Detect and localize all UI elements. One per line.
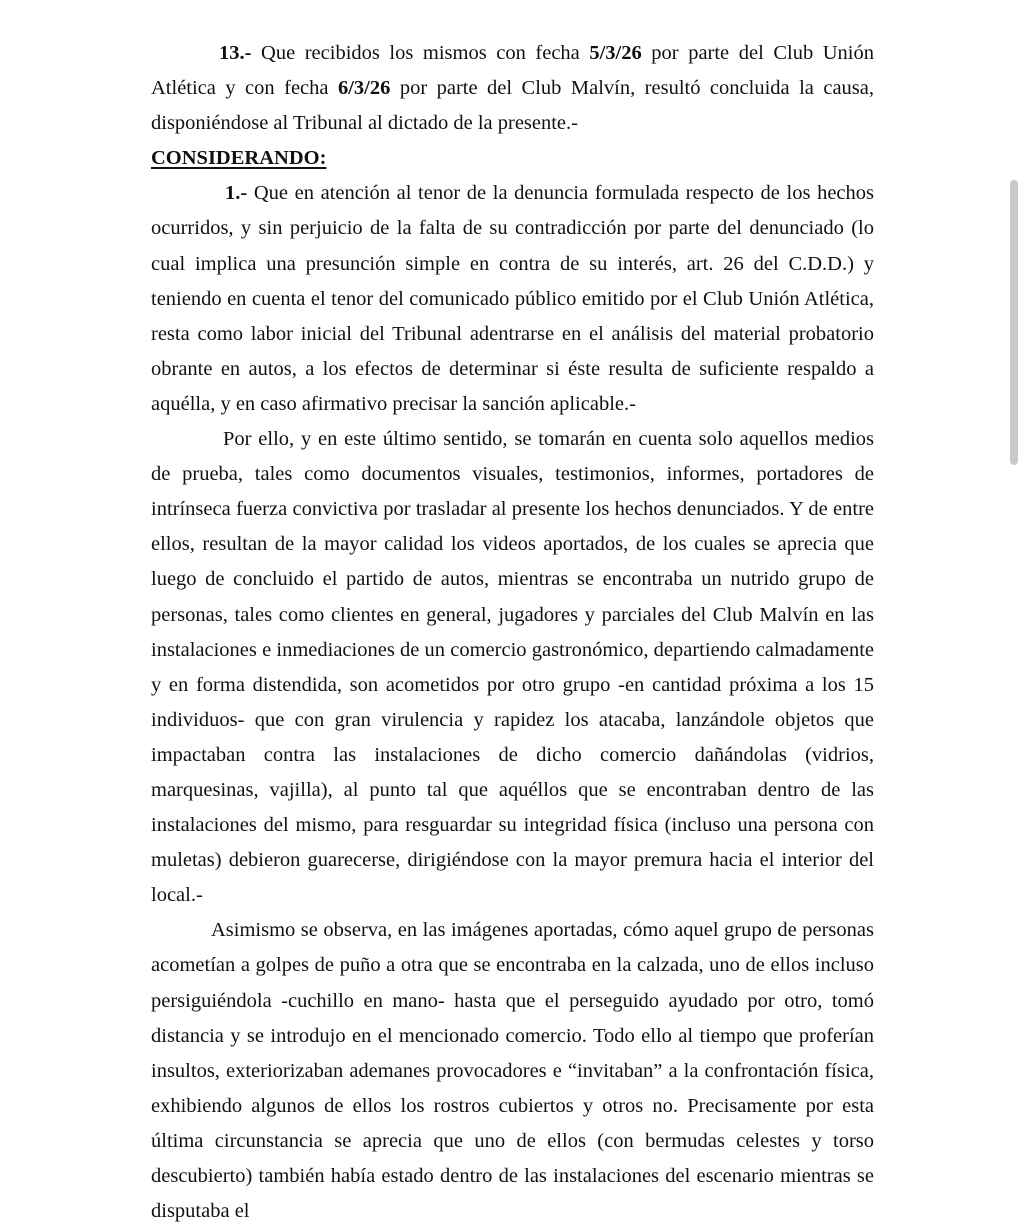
paragraph-text: por parte del Club Malvín, resultó concluida la causa, disponiéndose al Tribunal al dictado de la presente.-	[151, 77, 874, 135]
paragraph-text: Que recibidos los mismos con fecha	[251, 42, 590, 64]
paragraph-number: 13.-	[219, 42, 252, 64]
paragraph-asimismo: Asimismo se observa, en las imágenes aportadas, cómo aquel grupo de personas acometían a golpes de puño a otra que se encontraba en la calzada, uno de ellos incluso persiguiéndola -cuchillo en mano- hasta que el perseguido ayudado por otro, tomó distancia y se introdujo en el mencionado comercio. Todo ello al tiempo que proferían insultos, exteriorizaban ademanes provocadores e “invitaban” a la confrontación física, exhibiendo algunos de ellos los rostros cubiertos y otros no. Precisamente por esta última circunstancia se aprecia que uno de ellos (con bermudas celestes y torso descubierto) también había estado dentro de las instalaciones del escenario mientras se disputaba el	[151, 919, 874, 1223]
paragraph-por-ello: Por ello, y en este último sentido, se tomarán en cuenta solo aquellos medios de prueba, tales como documentos visuales, testimonios, informes, portadores de intrínseca fuerza convictiva por trasladar al presente los hechos denunciados. Y de entre ellos, resultan de la mayor calidad los videos aportados, de los cuales se aprecia que luego de concluido el partido de autos, mientras se encontraba un nutrido grupo de personas, tales como clientes en general, jugadores y parciales del Club Malvín en las instalaciones e inmediaciones de un comercio gastronómico, departiendo calmadamente y en forma distendida, son acometidos por otro grupo -en cantidad próxima a los 15 individuos- que con gran virulencia y rapidez los atacaba, lanzándole objetos que impactaban contra las instalaciones de dicho comercio dañándolas (vidrios, marquesinas, vajilla), al punto tal que aquéllos que se encontraban dentro de las instalaciones del mismo, para resguardar su integridad física (incluso una persona con muletas) debieron guarecerse, dirigiéndose con la mayor premura hacia el interior del local.-	[151, 428, 874, 907]
date-malvin: 6/3/26	[337, 77, 391, 100]
paragraph-number: 1.-	[225, 182, 248, 205]
section-heading-considerando: CONSIDERANDO:	[151, 147, 327, 170]
vertical-scrollbar-thumb[interactable]	[1010, 180, 1018, 465]
paragraph-text: por parte del Club Unión Atlética y con fecha	[151, 42, 874, 100]
paragraph-text: Que en atención al tenor de la denuncia formulada respecto de los hechos ocurridos, y sin perjuicio de la falta de su contradicción por parte del denunciado (lo cual implica una presunción simple en contra de su interés, art. 26 del C.D.D.) y teniendo en cuenta el tenor del comunicado público emitido por el Club Unión Atlética, resta como labor inicial del Tribunal adentrarse en el análisis del material probatorio obrante en autos, a los efectos de determinar si éste resulta de suficiente respaldo a aquélla, y en caso afirmativo precisar la sanción aplicable.-	[151, 182, 874, 415]
date-union-atletica: 5/3/26	[589, 42, 642, 64]
paragraph-13	[151, 36, 874, 141]
paragraph-1	[151, 176, 874, 422]
document-body	[151, 36, 874, 1229]
